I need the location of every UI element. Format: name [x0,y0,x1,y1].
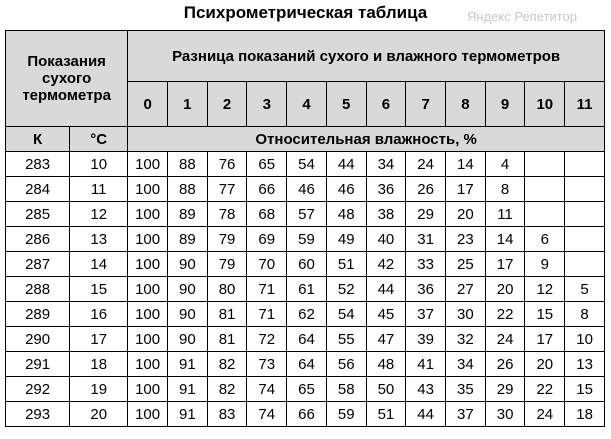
humidity-cell: 24 [406,152,446,177]
humidity-cell: 23 [446,227,486,252]
humidity-cell: 74 [247,377,287,402]
humidity-cell: 44 [366,277,406,302]
humidity-cell: 64 [287,327,327,352]
humidity-cell: 44 [406,402,446,427]
humidity-cell: 65 [247,152,287,177]
humidity-cell: 69 [247,227,287,252]
difference-value-header: 8 [446,82,486,127]
table-row [6,202,605,227]
celsius-cell: 10 [70,152,128,177]
humidity-cell: 88 [167,152,207,177]
humidity-cell: 37 [446,402,486,427]
humidity-cell: 100 [128,202,168,227]
humidity-cell: 89 [167,202,207,227]
humidity-cell: 91 [167,352,207,377]
humidity-cell: 25 [446,252,486,277]
table-row [6,302,605,327]
humidity-cell: 35 [446,377,486,402]
humidity-cell: 18 [565,402,605,427]
humidity-cell: 100 [128,402,168,427]
humidity-cell: 76 [207,152,247,177]
celsius-cell: 19 [70,377,128,402]
humidity-cell [525,152,565,177]
humidity-header: Относительная влажность, % [128,127,605,152]
table-row [6,377,605,402]
humidity-cell: 11 [485,202,525,227]
humidity-cell: 29 [485,377,525,402]
celsius-cell: 13 [70,227,128,252]
table-row [6,227,605,252]
table-row [6,152,605,177]
kelvin-cell: 286 [6,227,70,252]
humidity-cell: 46 [287,177,327,202]
humidity-cell: 27 [446,277,486,302]
humidity-cell: 8 [565,302,605,327]
humidity-cell: 91 [167,402,207,427]
humidity-cell: 41 [406,352,446,377]
humidity-cell: 51 [326,252,366,277]
humidity-cell: 15 [525,302,565,327]
humidity-cell [565,202,605,227]
humidity-cell: 59 [287,227,327,252]
humidity-cell: 82 [207,352,247,377]
humidity-cell: 74 [247,402,287,427]
kelvin-cell: 284 [6,177,70,202]
humidity-cell [525,177,565,202]
kelvin-cell: 283 [6,152,70,177]
humidity-cell: 81 [207,302,247,327]
celsius-cell: 14 [70,252,128,277]
humidity-cell: 30 [485,402,525,427]
humidity-cell: 54 [326,302,366,327]
humidity-cell: 100 [128,277,168,302]
humidity-cell: 100 [128,252,168,277]
celsius-cell: 12 [70,202,128,227]
humidity-cell: 80 [207,277,247,302]
humidity-cell: 24 [525,402,565,427]
humidity-cell: 73 [247,352,287,377]
humidity-cell: 17 [525,327,565,352]
difference-value-header: 4 [287,82,327,127]
table-row [6,402,605,427]
humidity-cell: 32 [446,327,486,352]
humidity-cell: 58 [326,377,366,402]
humidity-cell: 91 [167,377,207,402]
humidity-cell: 71 [247,277,287,302]
humidity-cell: 100 [128,327,168,352]
humidity-cell: 20 [446,202,486,227]
humidity-cell: 33 [406,252,446,277]
celsius-cell: 17 [70,327,128,352]
humidity-cell [565,152,605,177]
celsius-cell: 16 [70,302,128,327]
humidity-cell: 72 [247,327,287,352]
humidity-cell: 36 [366,177,406,202]
humidity-cell: 30 [446,302,486,327]
kelvin-cell: 287 [6,252,70,277]
difference-header: Разница показаний сухого и влажного термометров [128,31,605,82]
humidity-cell: 6 [525,227,565,252]
humidity-cell: 38 [366,202,406,227]
humidity-cell: 17 [485,252,525,277]
humidity-cell: 5 [565,277,605,302]
difference-value-header: 10 [525,82,565,127]
humidity-cell: 100 [128,227,168,252]
humidity-cell: 83 [207,402,247,427]
difference-value-header: 6 [366,82,406,127]
humidity-cell: 70 [247,252,287,277]
celsius-cell: 20 [70,402,128,427]
humidity-cell: 46 [326,177,366,202]
humidity-cell: 88 [167,177,207,202]
humidity-cell: 45 [366,302,406,327]
humidity-cell: 79 [207,227,247,252]
humidity-cell: 9 [525,252,565,277]
kelvin-cell: 288 [6,277,70,302]
header-row-top [6,31,605,82]
humidity-cell: 68 [247,202,287,227]
unit-kelvin-header: К [6,127,70,152]
humidity-cell: 52 [326,277,366,302]
humidity-cell: 20 [485,277,525,302]
humidity-cell: 31 [406,227,446,252]
humidity-cell: 39 [406,327,446,352]
humidity-cell: 71 [247,302,287,327]
humidity-cell: 60 [287,252,327,277]
table-row [6,352,605,377]
humidity-cell: 64 [287,352,327,377]
humidity-cell: 47 [366,327,406,352]
humidity-cell: 82 [207,377,247,402]
humidity-cell: 40 [366,227,406,252]
humidity-cell: 22 [525,377,565,402]
difference-value-header: 11 [565,82,605,127]
difference-value-header: 9 [485,82,525,127]
humidity-cell: 59 [326,402,366,427]
kelvin-cell: 291 [6,352,70,377]
unit-celsius-header: °С [70,127,128,152]
humidity-cell: 4 [485,152,525,177]
humidity-cell [525,202,565,227]
humidity-cell: 51 [366,402,406,427]
celsius-cell: 11 [70,177,128,202]
humidity-cell: 57 [287,202,327,227]
kelvin-cell: 285 [6,202,70,227]
humidity-cell: 17 [446,177,486,202]
kelvin-cell: 293 [6,402,70,427]
difference-value-header: 5 [326,82,366,127]
difference-value-header: 1 [167,82,207,127]
humidity-cell: 81 [207,327,247,352]
humidity-cell: 22 [485,302,525,327]
celsius-cell: 15 [70,277,128,302]
humidity-cell: 34 [366,152,406,177]
celsius-cell: 18 [70,352,128,377]
humidity-cell: 12 [525,277,565,302]
humidity-cell: 100 [128,177,168,202]
humidity-cell: 26 [406,177,446,202]
humidity-cell: 20 [525,352,565,377]
watermark-text: Яндекс Репетитор [467,9,577,24]
psychrometric-table [5,30,605,427]
kelvin-cell: 292 [6,377,70,402]
header-row-units [6,127,605,152]
humidity-cell: 66 [247,177,287,202]
humidity-cell: 10 [565,327,605,352]
humidity-cell: 66 [287,402,327,427]
difference-value-header: 0 [128,82,168,127]
humidity-cell: 43 [406,377,446,402]
difference-value-header: 2 [207,82,247,127]
difference-value-header: 3 [247,82,287,127]
humidity-cell: 49 [326,227,366,252]
humidity-cell [565,177,605,202]
humidity-cell: 34 [446,352,486,377]
humidity-cell: 50 [366,377,406,402]
humidity-cell: 15 [565,377,605,402]
humidity-cell: 89 [167,227,207,252]
table-row [6,252,605,277]
humidity-cell: 37 [406,302,446,327]
page-title: Психрометрическая таблица [183,3,428,22]
humidity-cell: 29 [406,202,446,227]
humidity-cell: 100 [128,352,168,377]
humidity-cell: 61 [287,277,327,302]
humidity-cell: 48 [326,202,366,227]
humidity-cell: 78 [207,202,247,227]
humidity-cell: 13 [565,352,605,377]
humidity-cell: 54 [287,152,327,177]
humidity-cell: 90 [167,252,207,277]
humidity-cell: 36 [406,277,446,302]
humidity-cell: 90 [167,277,207,302]
difference-value-header: 7 [406,82,446,127]
humidity-cell: 24 [485,327,525,352]
humidity-cell: 44 [326,152,366,177]
humidity-cell: 14 [485,227,525,252]
table-row [6,177,605,202]
dry-thermometer-header: Показания сухого термометра [6,31,128,127]
humidity-cell: 48 [366,352,406,377]
humidity-cell: 90 [167,327,207,352]
humidity-cell: 14 [446,152,486,177]
table-row [6,327,605,352]
humidity-cell [565,227,605,252]
humidity-cell: 90 [167,302,207,327]
humidity-cell: 62 [287,302,327,327]
table-row [6,277,605,302]
humidity-cell: 55 [326,327,366,352]
humidity-cell: 79 [207,252,247,277]
humidity-cell: 100 [128,302,168,327]
humidity-cell: 65 [287,377,327,402]
humidity-cell: 100 [128,377,168,402]
humidity-cell [565,252,605,277]
humidity-cell: 100 [128,152,168,177]
humidity-cell: 26 [485,352,525,377]
kelvin-cell: 290 [6,327,70,352]
humidity-cell: 42 [366,252,406,277]
humidity-cell: 56 [326,352,366,377]
humidity-cell: 77 [207,177,247,202]
humidity-cell: 8 [485,177,525,202]
kelvin-cell: 289 [6,302,70,327]
